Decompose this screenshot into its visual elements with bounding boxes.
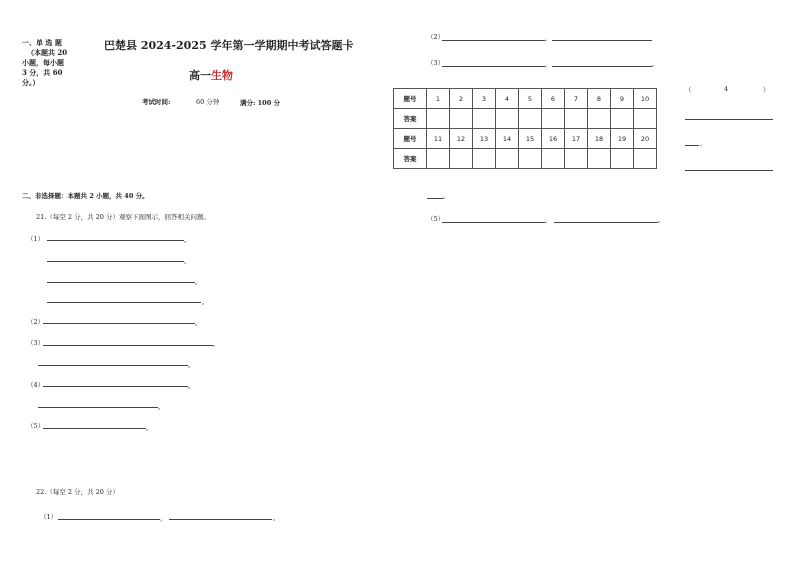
period: 。 (652, 60, 659, 68)
row-label: 题号 (394, 89, 427, 109)
r3-blank-1[interactable] (442, 66, 545, 67)
question-number: 10 (634, 89, 657, 109)
period: 。 (146, 424, 153, 432)
question-number: 16 (542, 129, 565, 149)
question-number: 13 (473, 129, 496, 149)
question-number: 14 (496, 129, 519, 149)
answer-cell[interactable] (450, 109, 473, 129)
subject-label: 生物 (211, 69, 233, 82)
q21-blank-6[interactable] (43, 345, 213, 346)
period: 。 (188, 382, 195, 390)
question-number: 3 (473, 89, 496, 109)
q21-blank-2[interactable] (47, 261, 184, 262)
comma: ， (700, 139, 707, 147)
answer-cell[interactable] (611, 149, 634, 169)
table-row (394, 129, 657, 149)
question-number: 12 (450, 129, 473, 149)
r2-blank-1[interactable] (442, 40, 545, 41)
q21-num4: （4） (27, 381, 45, 389)
question-number: 15 (519, 129, 542, 149)
table-row (394, 109, 657, 129)
q22-blank-1[interactable] (58, 519, 160, 520)
comma: ， (545, 60, 552, 68)
q21-blank-9[interactable] (38, 407, 158, 408)
question-number: 6 (542, 89, 565, 109)
answer-cell[interactable] (519, 109, 542, 129)
answer-cell[interactable] (427, 109, 450, 129)
q21-num2: （2） (27, 318, 45, 326)
comma: ， (545, 34, 552, 42)
comma: ， (545, 216, 552, 224)
q21-blank-1[interactable] (47, 240, 184, 241)
r-num5: （5） (427, 215, 445, 223)
r4-blank-4[interactable] (427, 198, 443, 199)
r4-blank-2[interactable] (685, 145, 699, 146)
answer-cell[interactable] (634, 149, 657, 169)
q21-blank-5[interactable] (43, 323, 195, 324)
table-row (394, 149, 657, 169)
table-row (394, 89, 657, 109)
r5-blank-2[interactable] (554, 222, 658, 223)
q21-blank-3[interactable] (47, 282, 195, 283)
answer-cell[interactable] (450, 149, 473, 169)
r4-blank-3[interactable] (685, 170, 773, 171)
answer-table (393, 88, 657, 169)
q21-blank-4[interactable] (47, 302, 201, 303)
answer-cell[interactable] (565, 149, 588, 169)
period: 。 (658, 216, 665, 224)
question-number: 4 (496, 89, 519, 109)
r5-blank-1[interactable] (442, 222, 545, 223)
question-number: 9 (611, 89, 634, 109)
q21-blank-8[interactable] (43, 386, 188, 387)
section1-line4: 3 分，共 60 (22, 68, 63, 77)
r2-blank-2[interactable] (552, 40, 652, 41)
q21-prompt: 21.（每空 2 分，共 20 分）观察下面图示，回答相关问题。 (36, 213, 211, 221)
section1-line5: 分。） (22, 78, 40, 87)
question-number: 11 (427, 129, 450, 149)
answer-cell[interactable] (496, 149, 519, 169)
answer-cell[interactable] (611, 109, 634, 129)
period: 。 (188, 361, 195, 369)
q22-blank-2[interactable] (169, 519, 272, 520)
period: 。 (195, 319, 202, 327)
q21-blank-7[interactable] (38, 365, 188, 366)
answer-cell[interactable] (588, 149, 611, 169)
period: 。 (184, 236, 191, 244)
answer-cell[interactable] (588, 109, 611, 129)
question-number: 5 (519, 89, 542, 109)
q21-num1: （1） (27, 235, 45, 243)
page-title: 巴楚县 2024-2025 学年第一学期期中考试答题卡 (104, 39, 354, 52)
period: 。 (443, 192, 450, 200)
section1-line2: （本题共 20 (27, 48, 68, 57)
period: 。 (202, 298, 209, 306)
r-num2: （2） (427, 33, 445, 41)
answer-cell[interactable] (496, 109, 519, 129)
section1-line1: 一、单 选 题 (22, 38, 62, 47)
grade-label: 高一 (189, 69, 211, 82)
section1-line3: 小题，每小题 (22, 58, 64, 67)
period: 。 (273, 514, 280, 522)
answer-cell[interactable] (542, 109, 565, 129)
exam-time-label: 考试时间: (142, 98, 171, 106)
question-number: 20 (634, 129, 657, 149)
answer-cell[interactable] (634, 109, 657, 129)
question-number: 2 (450, 89, 473, 109)
question-number: 17 (565, 129, 588, 149)
question-number: 7 (565, 89, 588, 109)
r3-blank-2[interactable] (552, 66, 652, 67)
section2-heading: 二、非选择题：本题共 2 小题，共 40 分。 (22, 192, 149, 200)
period: 。 (158, 403, 165, 411)
paren-num: 4 (724, 85, 729, 93)
row-label: 题号 (394, 129, 427, 149)
full-score: 满分: 100 分 (240, 99, 280, 107)
paren-open: （ (685, 86, 692, 94)
grade-subject (189, 67, 233, 83)
answer-cell[interactable] (473, 149, 496, 169)
answer-cell[interactable] (519, 149, 542, 169)
question-number: 18 (588, 129, 611, 149)
answer-cell[interactable] (565, 109, 588, 129)
answer-cell[interactable] (542, 149, 565, 169)
answer-cell[interactable] (473, 109, 496, 129)
r4-blank-1[interactable] (685, 119, 773, 120)
q21-blank-10[interactable] (43, 428, 146, 429)
period: 。 (213, 340, 220, 348)
question-number: 1 (427, 89, 450, 109)
answer-label: 答案 (394, 109, 427, 129)
q21-num3: （3） (27, 339, 45, 347)
q22-num1: （1） (40, 513, 58, 521)
question-number: 8 (588, 89, 611, 109)
comma: ， (160, 514, 167, 522)
r-num3: （3） (427, 59, 445, 67)
q22-prompt: 22.（每空 2 分，共 20 分） (36, 488, 120, 496)
period: 。 (195, 278, 202, 286)
answer-label: 答案 (394, 149, 427, 169)
paren-close: ） (763, 86, 770, 94)
q21-num5: （5） (27, 422, 45, 430)
period: 。 (184, 257, 191, 265)
question-number: 19 (611, 129, 634, 149)
answer-cell[interactable] (427, 149, 450, 169)
exam-time-value: 60 分钟 (196, 98, 220, 106)
